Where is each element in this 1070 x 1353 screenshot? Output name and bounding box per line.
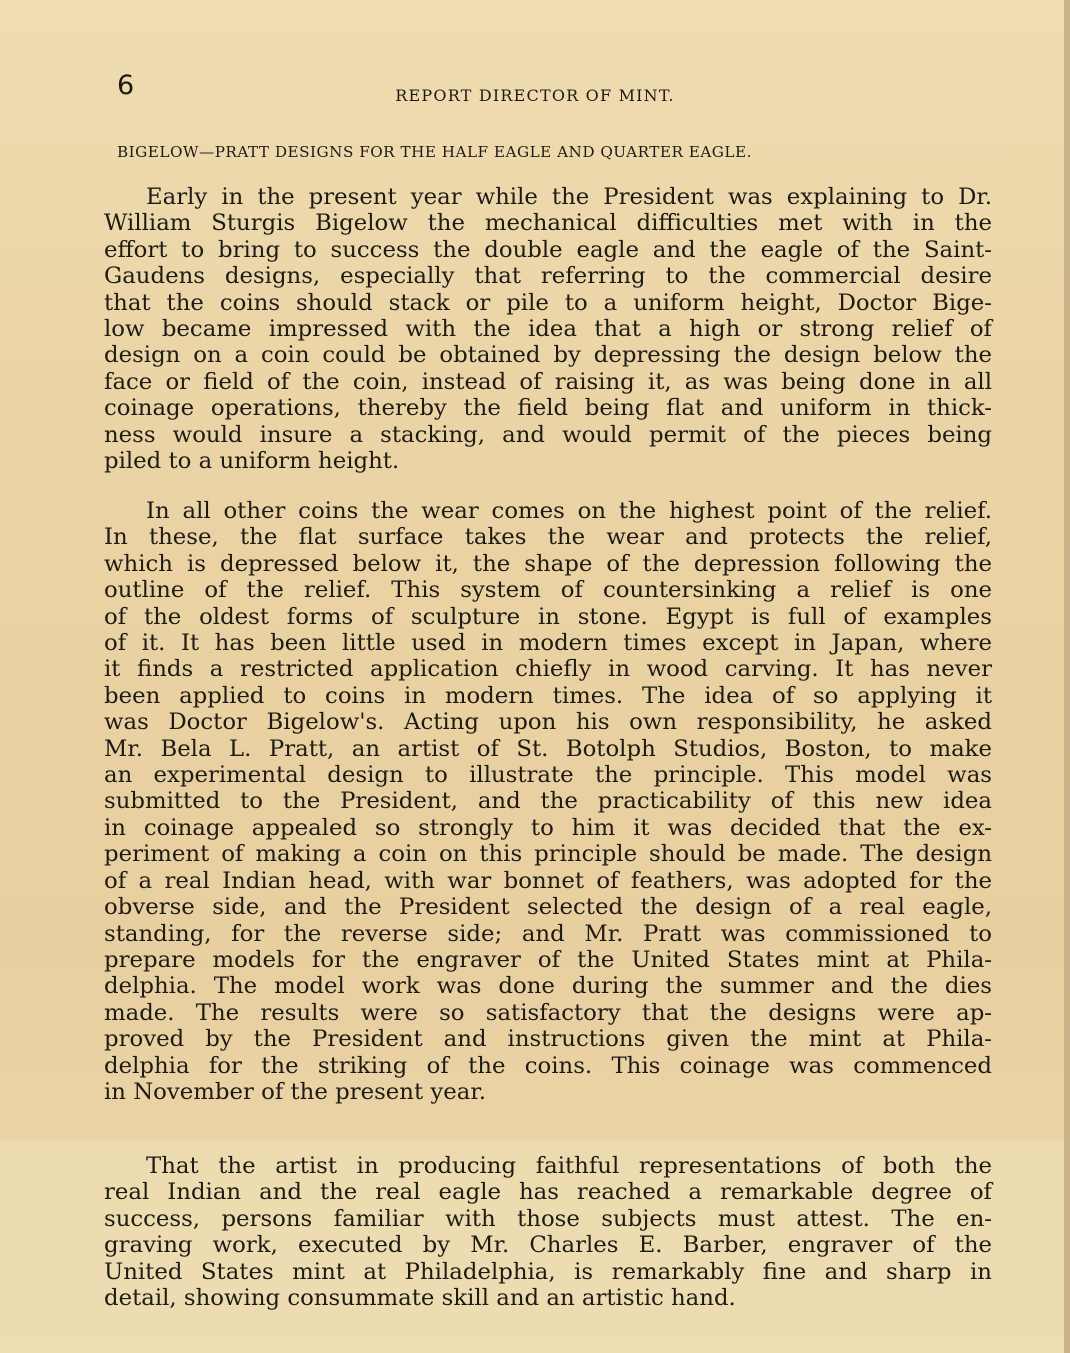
text-line: that the coins should stack or pile to a uniform height, Doctor Bige- <box>104 289 992 316</box>
text-line: submitted to the President, and the practicability of this new idea <box>104 788 992 815</box>
text-line: United States mint at Philadelphia, is remarkably fine and sharp in <box>104 1258 992 1285</box>
text-line: an experimental design to illustrate the principle. This model was <box>104 762 992 789</box>
text-line: design on a coin could be obtained by depressing the design below the <box>104 342 992 369</box>
text-line: was Doctor Bigelow's. Acting upon his own responsibility, he asked <box>104 709 992 736</box>
text-line: Gaudens designs, especially that referring to the commercial desire <box>104 263 992 290</box>
text-line: of a real Indian head, with war bonnet of feathers, was adopted for the <box>104 867 992 894</box>
text-line: piled to a uniform height. <box>104 448 400 475</box>
text-line: low became impressed with the idea that a high or strong relief of <box>104 316 992 343</box>
text-line: standing, for the reverse side; and Mr. Pratt was commissioned to <box>104 920 992 947</box>
text-line: obverse side, and the President selected the design of a real eagle, <box>104 894 992 921</box>
text-line: of it. It has been little used in modern times except in Japan, where <box>104 630 992 657</box>
text-line: Early in the present year while the President was explaining to Dr. <box>146 184 992 210</box>
text-line: delphia for the striking of the coins. This coinage was commenced <box>104 1052 992 1079</box>
text-line: delphia. The model work was done during the summer and the dies <box>104 973 992 1000</box>
text-line: real Indian and the real eagle has reached a remarkable degree of <box>104 1179 992 1206</box>
page-number: 6 <box>117 70 135 101</box>
text-line: success, persons familiar with those subjects must attest. The en- <box>104 1205 992 1232</box>
paragraph-2 <box>104 498 992 1105</box>
text-line: Mr. Bela L. Pratt, an artist of St. Botolph Studios, Boston, to make <box>104 735 992 762</box>
text-line: in November of the present year. <box>104 1078 486 1105</box>
text-line: graving work, executed by Mr. Charles E. Barber, engraver of the <box>104 1232 992 1259</box>
text-line: been applied to coins in modern times. The idea of so applying it <box>104 682 992 709</box>
page-edge <box>1064 0 1070 1353</box>
text-line: In all other coins the wear comes on the highest point of the relief. <box>146 498 992 524</box>
text-line: made. The results were so satisfactory that the designs were ap- <box>104 999 992 1026</box>
text-line: proved by the President and instructions given the mint at Phila- <box>104 1026 992 1053</box>
text-line: William Sturgis Bigelow the mechanical difficulties met with in the <box>104 210 992 237</box>
paragraph-1 <box>104 184 992 474</box>
text-line: effort to bring to success the double eagle and the eagle of the Saint- <box>104 236 992 263</box>
text-line: in coinage appealed so strongly to him it was decided that the ex- <box>104 814 992 841</box>
text-line: detail, showing consummate skill and an artistic hand. <box>104 1285 736 1312</box>
text-line: In these, the flat surface takes the wear and protects the relief, <box>104 524 992 551</box>
text-line: which is depressed below it, the shape of the depression following the <box>104 550 992 577</box>
paragraph-3 <box>104 1153 992 1311</box>
running-head: REPORT DIRECTOR OF MINT. <box>395 86 675 105</box>
text-line: it finds a restricted application chiefly in wood carving. It has never <box>104 656 992 683</box>
text-line: prepare models for the engraver of the United States mint at Phila- <box>104 946 992 973</box>
text-line: outline of the relief. This system of countersinking a relief is one <box>104 577 992 604</box>
text-line: coinage operations, thereby the field being flat and uniform in thick- <box>104 395 992 422</box>
text-line: ness would insure a stacking, and would permit of the pieces being <box>104 421 992 448</box>
section-heading: BIGELOW—PRATT DESIGNS FOR THE HALF EAGLE AND QUARTER EAGLE. <box>117 143 752 161</box>
text-line: That the artist in producing faithful representations of both the <box>146 1153 992 1179</box>
text-line: periment of making a coin on this principle should be made. The design <box>104 841 992 868</box>
text-line: of the oldest forms of sculpture in stone. Egypt is full of examples <box>104 603 992 630</box>
text-line: face or field of the coin, instead of raising it, as was being done in all <box>104 368 992 395</box>
